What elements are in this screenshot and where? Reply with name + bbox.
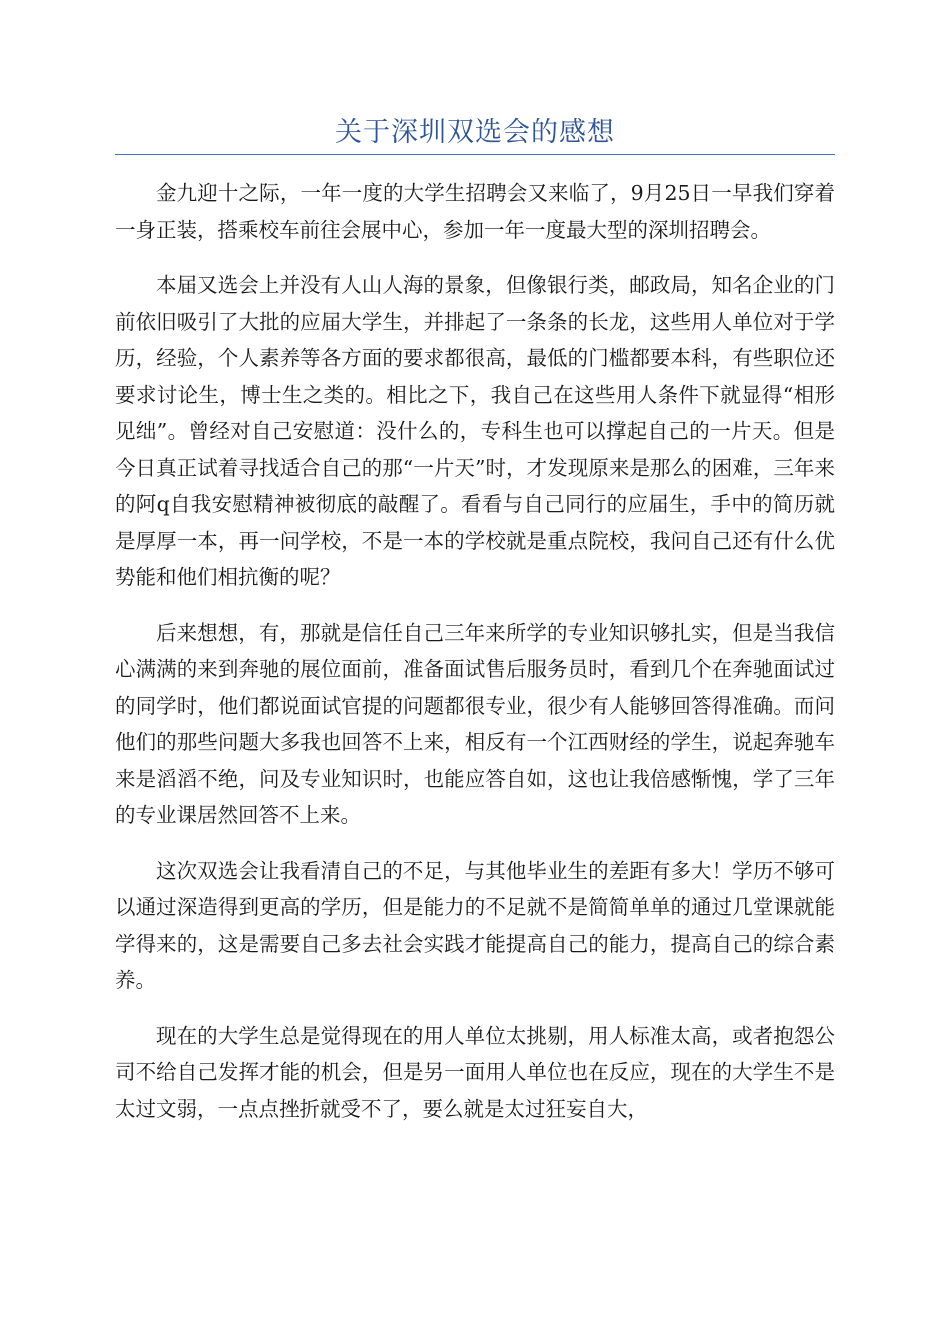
paragraph: 本届又选会上并没有人山人海的景象，但像银行类，邮政局，知名企业的门前依旧吸引了大批的应届大学生，并排起了一条条的长龙，这些用人单位对于学历，经验，个人素养等各方面的要求都很高，最低的门槛都要本科，有些职位还要求讨论生，博士生之类的。相比之下，我自己在这些用人条件下就显得“相形见绌”。曾经对自己安慰道：没什么的，专科生也可以撑起自己的一片天。但是今日真正试着寻找适合自己的那“一片天”时，才发现原来是那么的困难，三年来的阿q自我安慰精神被彻底的敲醒了。看看与自己同行的应届生，手中的简历就是厚厚一本，再一问学校，不是一本的学校就是重点院校，我问自己还有什么优势能和他们相抗衡的呢？: [115, 273, 835, 589]
title-underline: [115, 154, 835, 155]
paragraph: 金九迎十之际，一年一度的大学生招聘会又来临了，9月25日一早我们穿着一身正装，搭乘校车前往会展中心，参加一年一度最大型的深圳招聘会。: [115, 181, 835, 242]
document-body: [115, 175, 835, 1146]
paragraph: 这次双选会让我看清自己的不足，与其他毕业生的差距有多大！学历不够可以通过深造得到更高的学历，但是能力的不足就不是简简单单的通过几堂课就能学得来的，这是需要自己多去社会实践才能提高自己的能力，提高自己的综合素养。: [115, 858, 835, 992]
paragraph: 现在的大学生总是觉得现在的用人单位太挑剔，用人标准太高，或者抱怨公司不给自己发挥才能的机会，但是另一面用人单位也在反应，现在的大学生不是太过文弱，一点点挫折就受不了，要么就是太过狂妄自大，: [115, 1023, 835, 1121]
document-title: 关于深圳双选会的感想: [335, 117, 615, 148]
paragraph: 后来想想，有，那就是信任自己三年来所学的专业知识够扎实，但是当我信心满满的来到奔驰的展位面前，准备面试售后服务员时，看到几个在奔驰面试过的同学时，他们都说面试官提的问题都很专业，很少有人能够回答得准确。而问他们的那些问题大多我也回答不上来，相反有一个江西财经的学生，说起奔驰车来是滔滔不绝，问及专业知识时，也能应答自如，这也让我倍感惭愧，学了三年的专业课居然回答不上来。: [115, 620, 835, 827]
